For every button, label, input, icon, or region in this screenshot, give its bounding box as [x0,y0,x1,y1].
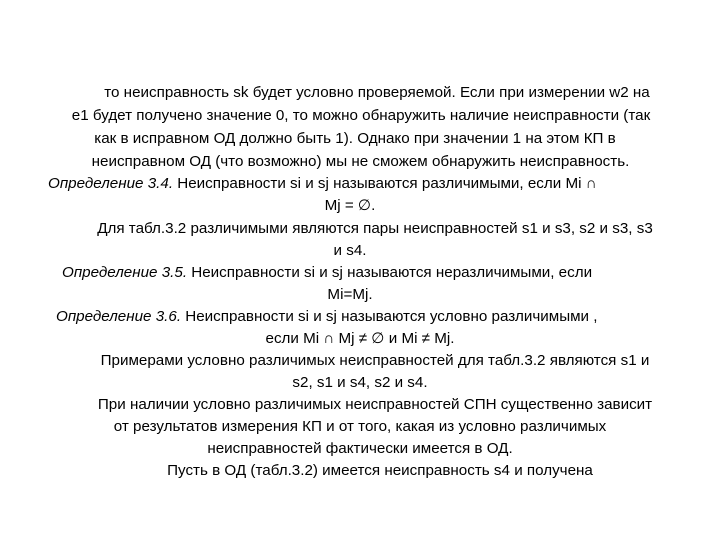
text-line: то неисправность sk будет условно проверяемой. Если при измерении w2 на [104,84,650,101]
text-line: если Mi ∩ Mj ≠ ∅ и Mi ≠ Mj. [265,330,455,347]
definition-paragraph [56,308,706,326]
text-line: Для табл.3.2 различимыми являются пары неисправностей s1 и s3, s2 и s3, s3 [97,220,653,237]
definition-text: Неисправности si и sj называются различимыми, если Mi ∩ [173,175,597,192]
definition-paragraph [62,264,702,282]
definition-text: Неисправности si и sj называются неразличимыми, если [187,264,593,281]
text-line: Mi=Mj. [327,286,373,303]
text-line: e1 будет получено значение 0, то можно обнаружить наличие неисправности (так [71,107,651,124]
text-line: и s4. [333,242,367,259]
definition-label: Определение 3.4. [48,175,174,192]
definition-label: Определение 3.6. [56,308,182,325]
text-line: При наличии условно различимых неисправностей СПН существенно зависит [97,396,653,413]
definition-label: Определение 3.5. [62,264,188,281]
text-line: Примерами условно различимых неисправностей для табл.3.2 являются s1 и [100,352,650,369]
text-line: неисправном ОД (что возможно) мы не сможем обнаружить неисправность. [91,153,630,170]
definition-text: Неисправности si и sj называются условно различимыми , [181,308,598,325]
text-line: Mj = ∅. [324,197,376,214]
text-line: s2, s1 и s4, s2 и s4. [292,374,428,391]
text-line: как в исправном ОД должно быть 1). Однако при значении 1 на этом КП в [94,130,616,147]
text-line: от результатов измерения КП и от того, какая из условно различимых [113,418,607,435]
text-line: Пусть в ОД (табл.3.2) имеется неисправность s4 и получена [167,462,593,479]
text-line: неисправностей фактически имеется в ОД. [207,440,513,457]
definition-paragraph [48,175,708,193]
